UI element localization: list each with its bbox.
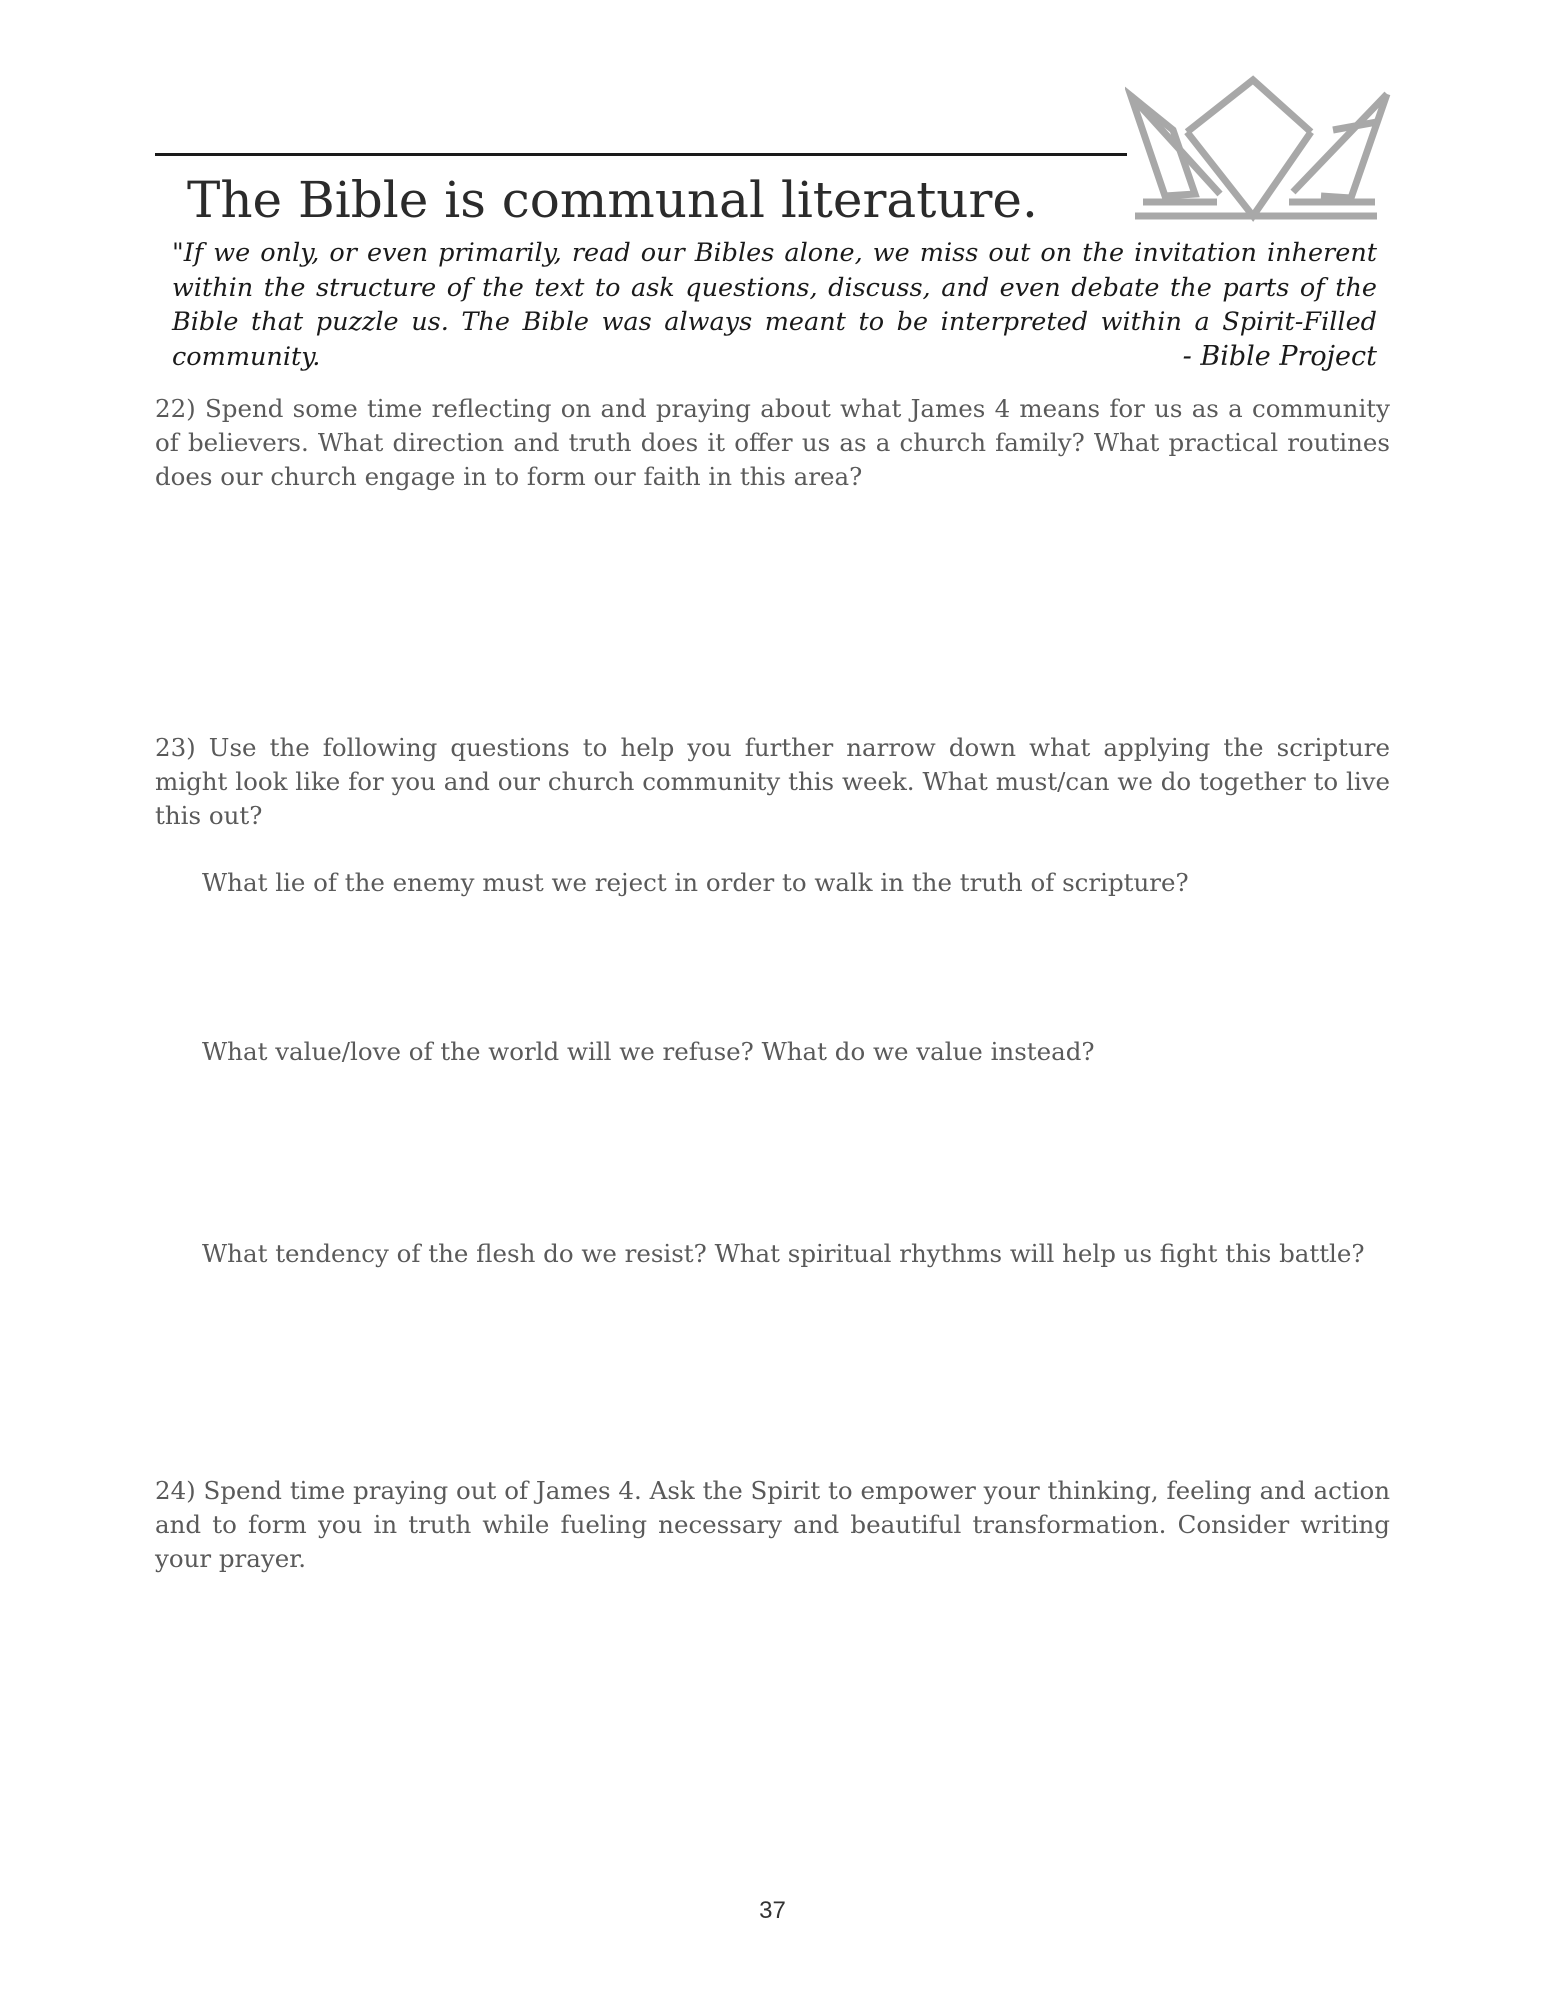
crown-icon [1125,74,1395,234]
question-22: 22) Spend some time reflecting on and praying about what James 4 means for us as a community of believers. What direction and truth does it offer us as a church family? What practical routines does our church engage in to form our faith in this area? [155,394,1390,491]
header-rule [155,153,1127,156]
question-23-prompt-lie: What lie of the enemy must we reject in order to walk in the truth of scripture? [202,868,1189,897]
question-23: 23) Use the following questions to help you further narrow down what applying the scripture might look like for you and our church community this week. What must/can we do together to live this out? [155,733,1390,830]
question-24: 24) Spend time praying out of James 4. Ask the Spirit to empower your thinking, feeling and action and to form you in truth while fueling necessary and beautiful transformation. Consider writing your prayer. [155,1476,1390,1573]
bible-project-quote: "If we only, or even primarily, read our Bibles alone, we miss out on the invitation inherent within the structure of the text to ask questions, discuss, and even debate the parts of the Bible that puzzle us. The Bible was always meant to be interpreted within a Spirit-Filled community. [172,238,1377,372]
question-23-prompt-world: What value/love of the world will we refuse? What do we value instead? [202,1037,1095,1066]
page-title: The Bible is communal literature. [187,171,1038,229]
question-23-prompt-flesh: What tendency of the flesh do we resist? What spiritual rhythms will help us fight this battle? [202,1239,1365,1268]
quote-attribution: - Bible Project [1182,341,1377,372]
page-number: 37 [759,1897,786,1924]
